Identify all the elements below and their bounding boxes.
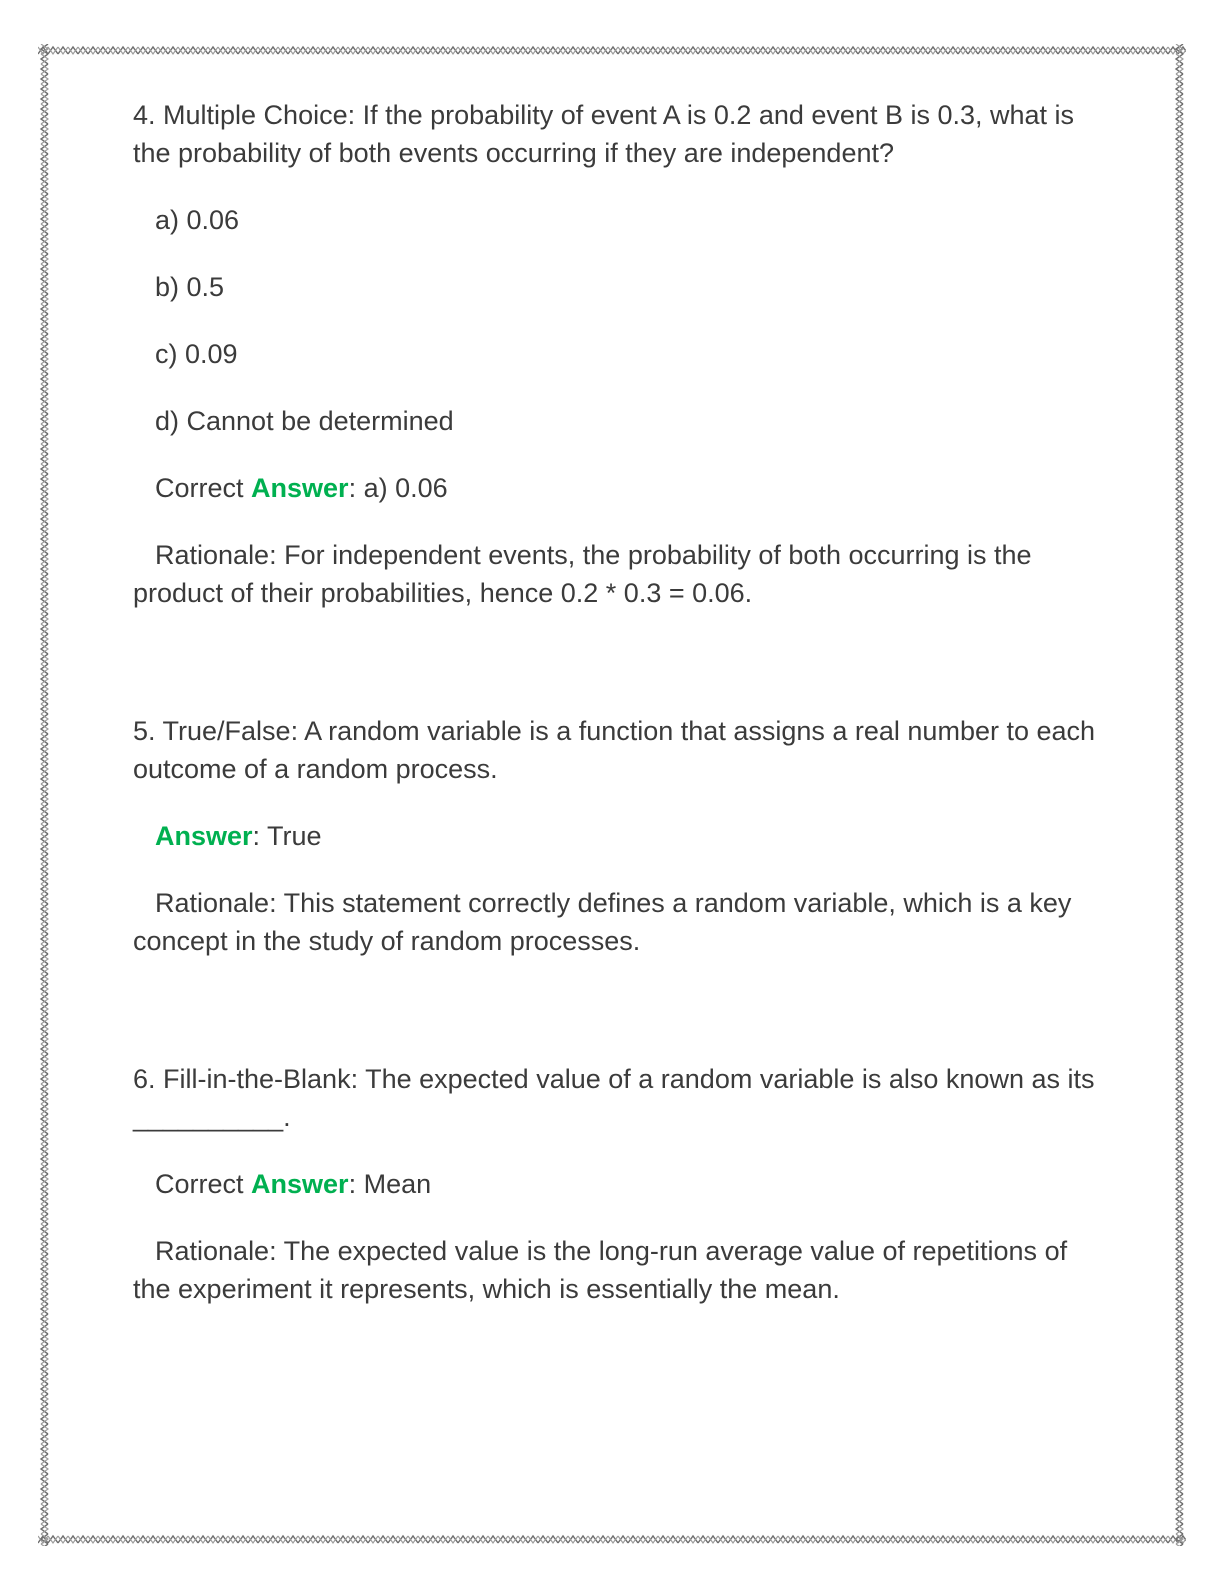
answer-prefix: Correct [155,473,252,503]
answer-label: Answer [251,473,349,503]
answer-line [133,817,1098,855]
answer-value: : Mean [348,1169,432,1199]
answer-line [133,1165,1098,1203]
option-b: b) 0.5 [155,272,225,302]
question-block-5 [133,712,1098,960]
question-block-6 [133,1060,1098,1308]
question-block-4 [133,96,1098,612]
rationale-text: Rationale: The expected value is the long-run average value of repetitions of the experiment it represents, which is essentially the mean. [133,1236,1068,1304]
question-text: 4. Multiple Choice: If the probability of event A is 0.2 and event B is 0.3, what is the probability of both events occurring if they are independent? [133,100,1075,168]
option-c: c) 0.09 [155,339,238,369]
question-text: 6. Fill-in-the-Blank: The expected value of a random variable is also known as its __________. [133,1064,1095,1132]
answer-value: : True [252,821,322,851]
answer-label: Answer [251,1169,349,1199]
answer-prefix: Correct [155,1169,252,1199]
page-border-bottom [38,1533,1186,1546]
rationale-text: Rationale: For independent events, the probability of both occurring is the product of their probabilities, hence 0.2 * 0.3 = 0.06. [133,540,1032,608]
answer-label: Answer [155,821,253,851]
page-border-top [38,44,1186,57]
answer-line [133,469,1098,507]
document-content [133,96,1098,1337]
page-border-right [1173,44,1186,1546]
option-a: a) 0.06 [155,205,240,235]
question-text: 5. True/False: A random variable is a function that assigns a real number to each outcome of a random process. [133,716,1096,784]
answer-value: : a) 0.06 [348,473,448,503]
option-d: d) Cannot be determined [155,406,454,436]
rationale-text: Rationale: This statement correctly defines a random variable, which is a key concept in the study of random processes. [133,888,1072,956]
page-border-left [38,44,51,1546]
